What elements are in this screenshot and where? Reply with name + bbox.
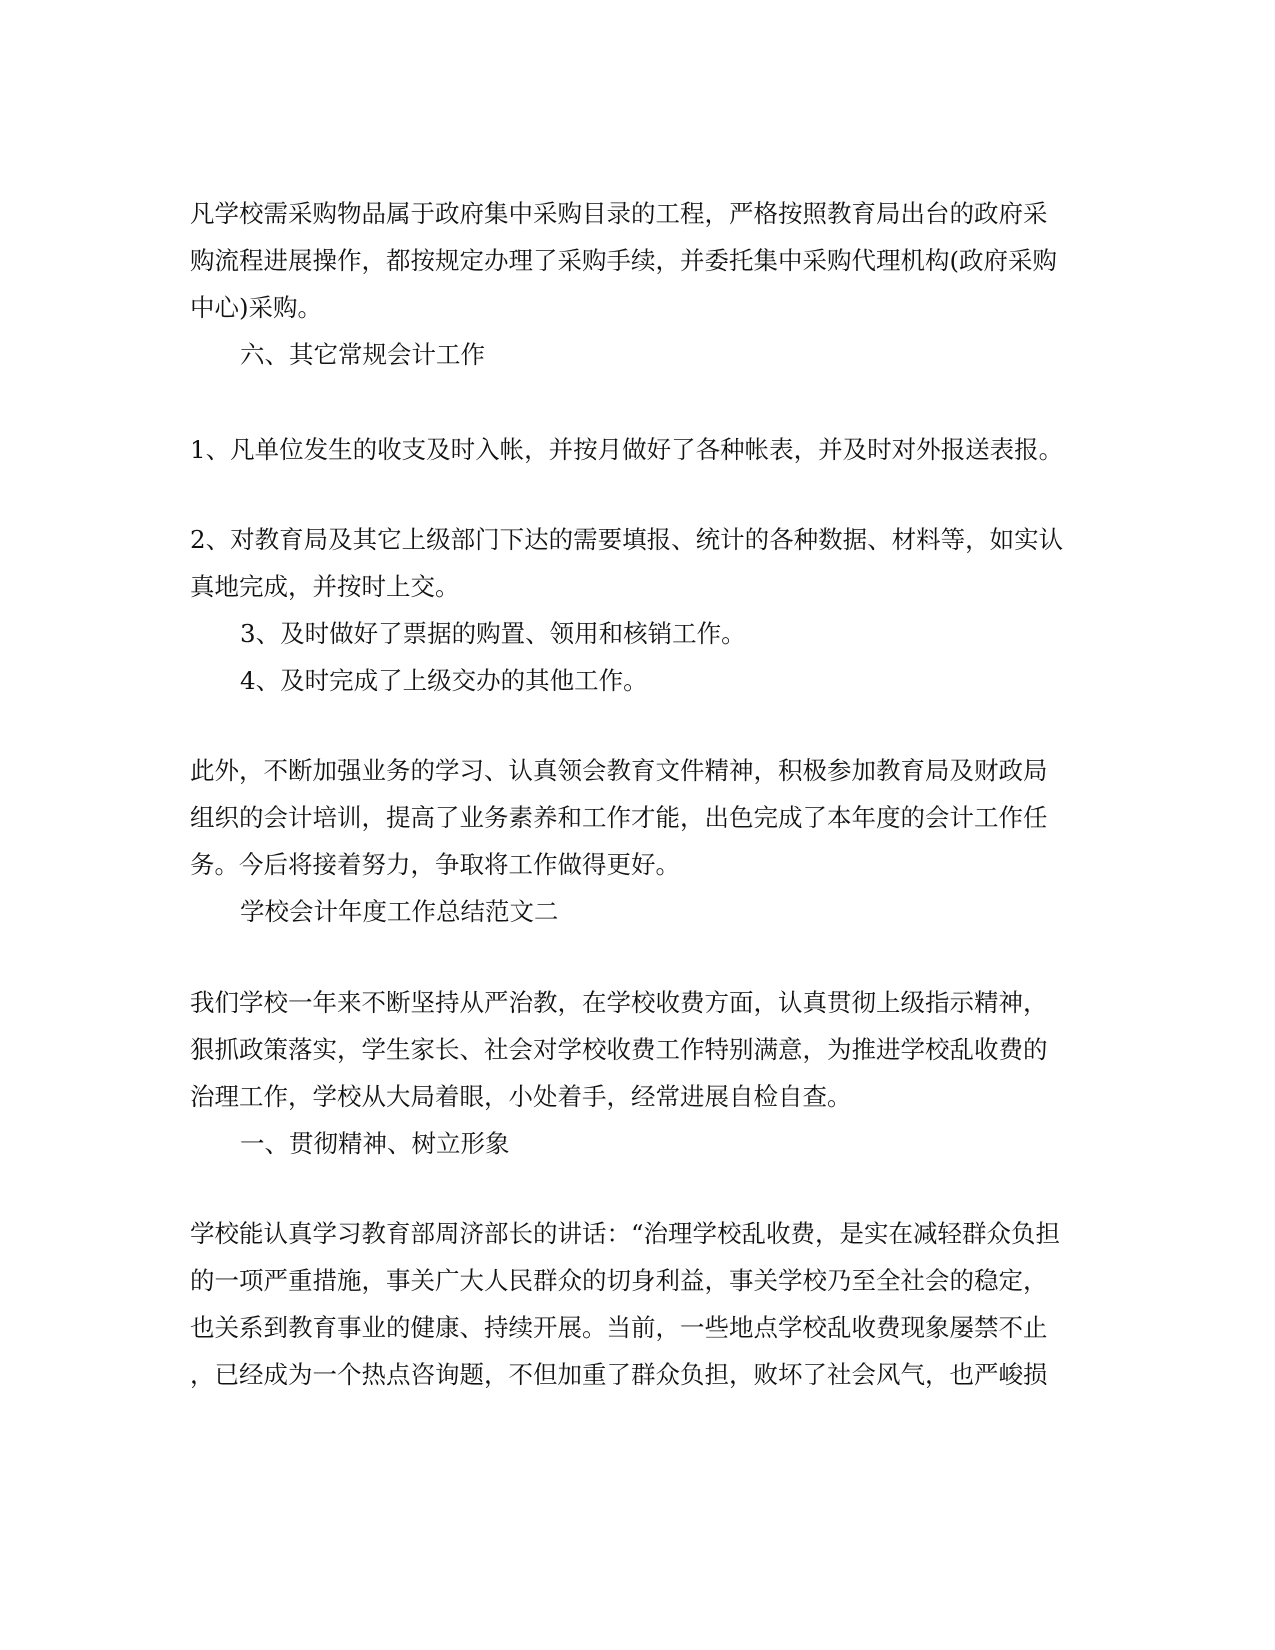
- paragraph-line: 我们学校一年来不断坚持从严治教，在学校收费方面，认真贯彻上级指示精神，: [190, 988, 1048, 1017]
- list-item: 2、对教育局及其它上级部门下达的需要填报、统计的各种数据、材料等，如实认: [190, 525, 1064, 554]
- paragraph-line: 购流程进展操作，都按规定办理了采购手续，并委托集中采购代理机构(政府采购: [190, 246, 1058, 275]
- paragraph-line: 务。今后将接着努力，争取将工作做得更好。: [190, 850, 680, 879]
- paragraph-line: ，已经成为一个热点咨询题，不但加重了群众负担，败坏了社会风气，也严峻损: [190, 1360, 1048, 1389]
- paragraph-line: 中心)采购。: [190, 293, 323, 322]
- paragraph-line: 也关系到教育事业的健康、持续开展。当前，一些地点学校乱收费现象屡禁不止: [190, 1313, 1048, 1342]
- paragraph-line: 凡学校需采购物品属于政府集中采购目录的工程，严格按照教育局出台的政府采: [190, 199, 1048, 228]
- paragraph-line: 组织的会计培训，提高了业务素养和工作才能，出色完成了本年度的会计工作任: [190, 803, 1048, 832]
- paragraph-line: 此外，不断加强业务的学习、认真领会教育文件精神，积极参加教育局及财政局: [190, 756, 1048, 785]
- list-item: 3、及时做好了票据的购置、领用和核销工作。: [240, 619, 746, 648]
- list-item: 4、及时完成了上级交办的其他工作。: [240, 666, 648, 695]
- paragraph-line: 治理工作，学校从大局着眼，小处着手，经常进展自检自查。: [190, 1082, 852, 1111]
- paragraph-line: 学校能认真学习教育部周济部长的讲话：“治理学校乱收费，是实在减轻群众负担: [190, 1219, 1061, 1248]
- section-heading: 一、贯彻精神、树立形象: [240, 1129, 510, 1158]
- section-heading: 六、其它常规会计工作: [240, 340, 485, 369]
- paragraph-line: 的一项严重措施，事关广大人民群众的切身利益，事关学校乃至全社会的稳定，: [190, 1266, 1048, 1295]
- paragraph-line: 狠抓政策落实，学生家长、社会对学校收费工作特别满意，为推进学校乱收费的: [190, 1035, 1048, 1064]
- section-title: 学校会计年度工作总结范文二: [240, 897, 559, 926]
- paragraph-line: 真地完成，并按时上交。: [190, 572, 460, 601]
- list-item: 1、凡单位发生的收支及时入帐，并按月做好了各种帐表，并及时对外报送表报。: [190, 435, 1064, 464]
